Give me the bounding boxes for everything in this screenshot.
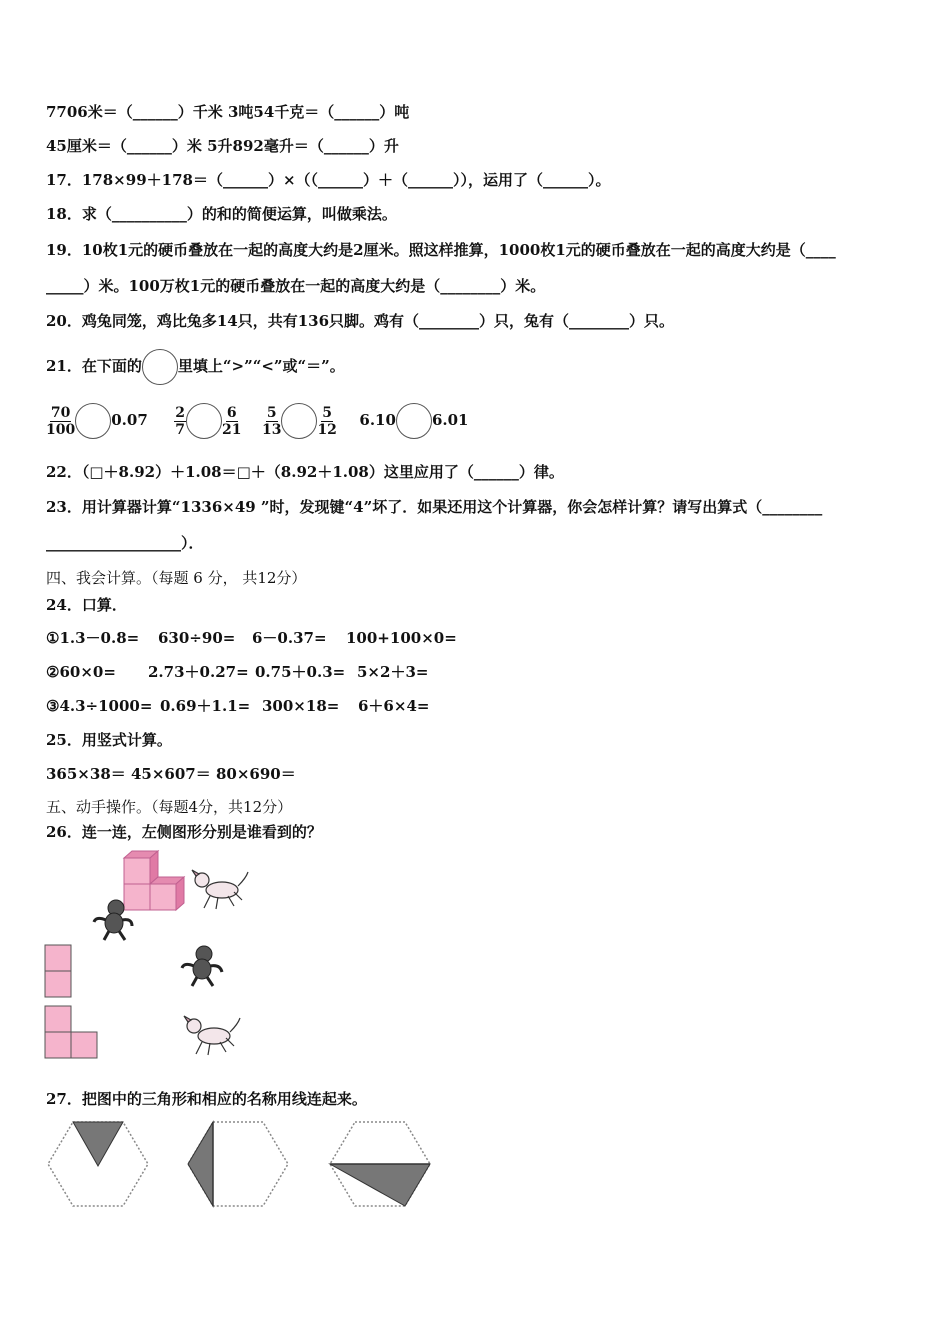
question-19-line1: 19．10枚1元的硬币叠放在一起的高度大约是2厘米。照这样推算，1000枚1元的硬币叠放在一起的高度大约是（____ [46, 241, 836, 259]
question-25: 25．用竖式计算。 [46, 731, 172, 749]
fraction-5-12 [317, 405, 336, 438]
monkey-icon [180, 942, 228, 992]
compare-row [46, 400, 468, 440]
question-21 [46, 349, 345, 385]
question-23-line1: 23．用计算器计算“1336×49 ”时，发现键“4”坏了．如果还用这个计算器，你会怎样计算？请写出算式（________ [46, 498, 823, 516]
value-6-01: 6.01 [431, 411, 469, 429]
question-21-suffix: 里填上“>”“<”或“＝”。 [177, 357, 345, 375]
frac-den: 13 [261, 421, 282, 438]
question-17: 17．178×99＋178＝（______）×（（______）＋（______）），运用了（______）。 [46, 171, 611, 189]
frac-num: 6 [226, 404, 237, 421]
question-25-items: 365×38＝ 45×607＝ 80×690＝ [46, 765, 296, 783]
hexagon-triangle-3 [328, 1120, 434, 1210]
view-shape-two-squares [44, 944, 76, 1000]
frac-den: 21 [222, 421, 242, 438]
dog-icon [188, 866, 250, 912]
calc-item: ①1.3－0.8= [46, 629, 140, 647]
mental-row-2 [46, 662, 428, 682]
hexagon-triangle-2 [186, 1120, 292, 1210]
question-27: 27．把图中的三角形和相应的名称用线连起来。 [46, 1090, 367, 1108]
calc-item: ②60×0= [46, 663, 116, 681]
compare-circle-4[interactable] [396, 403, 432, 439]
compare-circle-1[interactable] [75, 403, 111, 439]
fraction-2-7 [174, 405, 186, 438]
frac-den: 12 [317, 421, 337, 438]
calc-item: 5×2＋3= [357, 663, 429, 681]
question-20: 20．鸡兔同笼，鸡比兔多14只，共有136只脚。鸡有（________）只，兔有（________）只。 [46, 312, 675, 330]
frac-num: 5 [266, 404, 277, 421]
compare-circle-2[interactable] [186, 403, 222, 439]
view-shape-l-shape [44, 1005, 102, 1061]
mental-row-1 [46, 628, 457, 648]
frac-den: 7 [175, 421, 185, 438]
value-6-10: 6.10 [359, 411, 396, 429]
calc-item: 300×18= [262, 697, 340, 715]
line-unit-convert-1: 7706米＝（______）千米 3吨54千克＝（______）吨 [46, 103, 410, 121]
frac-num: 70 [50, 404, 71, 421]
section-5-heading: 五、动手操作。（每题4分，共12分） [46, 798, 293, 816]
frac-num: 5 [322, 404, 333, 421]
calc-item: 0.75＋0.3= [255, 663, 346, 681]
fraction-5-13 [262, 405, 281, 438]
section-4-heading: 四、我会计算。（每题 6 分， 共12分） [46, 569, 307, 587]
calc-item: 6－0.37= [252, 629, 327, 647]
calc-item: 100+100×0= [346, 629, 457, 647]
fraction-6-21 [222, 405, 241, 438]
calc-item: 2.73＋0.27= [148, 663, 249, 681]
calc-item: ③4.3÷1000= [46, 697, 153, 715]
question-22: 22．（□＋8.92）＋1.08＝□＋（8.92＋1.08）这里应用了（______）律。 [46, 463, 564, 481]
question-24: 24．口算． [46, 596, 127, 614]
mental-row-3 [46, 696, 429, 716]
value-0-07: 0.07 [111, 411, 148, 429]
monkey-icon [92, 896, 136, 942]
dog-icon [180, 1012, 242, 1058]
calc-item: 0.69＋1.1= [160, 697, 251, 715]
calc-item: 6＋6×4= [358, 697, 430, 715]
question-26: 26．连一连，左侧图形分别是谁看到的？ [46, 823, 322, 841]
question-19-line2: _____）米。100万枚1元的硬币叠放在一起的高度大约是（________）米。 [46, 277, 546, 295]
compare-circle-3[interactable] [281, 403, 317, 439]
question-21-prefix: 21．在下面的 [46, 357, 142, 375]
line-unit-convert-2: 45厘米＝（______）米 5升892毫升＝（______）升 [46, 137, 399, 155]
hexagon-triangle-1 [46, 1120, 152, 1210]
frac-den: 100 [46, 421, 76, 438]
calc-item: 630÷90= [158, 629, 236, 647]
question-18: 18．求（__________）的和的简便运算，叫做乘法。 [46, 205, 397, 223]
fraction-70-100 [46, 405, 75, 438]
blank-circle [142, 349, 178, 385]
frac-num: 2 [175, 404, 185, 421]
question-23-line2: __________________）． [46, 534, 204, 552]
